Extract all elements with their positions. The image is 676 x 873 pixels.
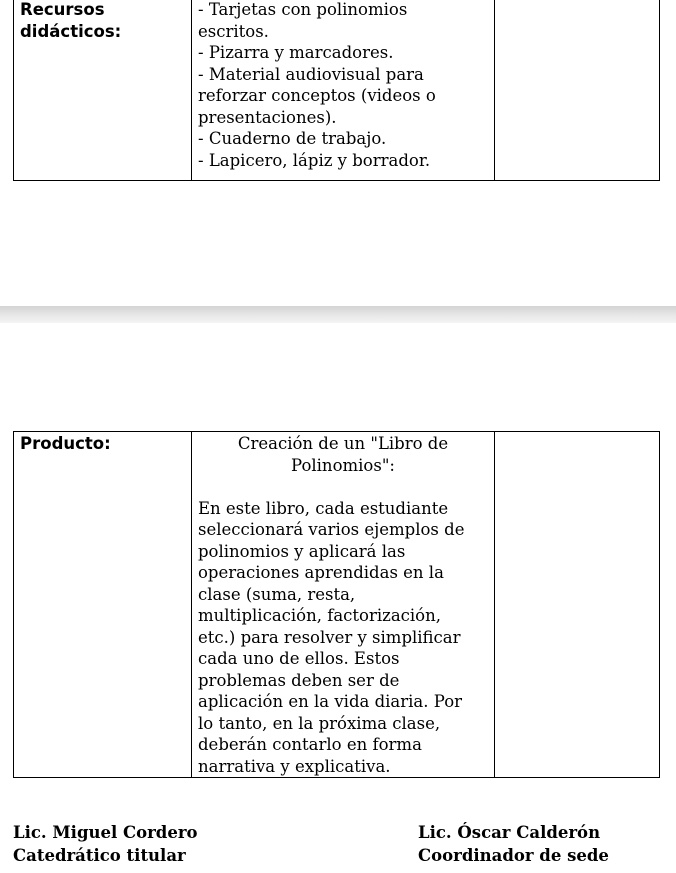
resources-empty-cell [495,0,660,181]
product-body-line: etc.) para resolver y simplificar [198,627,461,647]
product-body-line: cada uno de ellos. Estos [198,649,400,668]
product-heading-line-2: Polinomios": [291,455,395,475]
resources-line: escritos. [198,21,269,41]
product-empty-cell [495,432,660,778]
product-body-line: aplicación en la vida diaria. Por [198,692,463,711]
resources-table [13,0,660,181]
product-body-line: narrativa y explicativa. [198,756,391,776]
signature-right-name: Lic. Óscar Calderón [418,823,601,842]
product-body-line: problemas deben ser de [198,670,400,690]
product-body-line: deberán contarlo en forma [198,735,422,754]
resources-line: - Tarjetas con polinomios [198,0,408,19]
page-top [0,0,676,306]
product-body-line: clase (suma, resta, [198,584,356,604]
product-body-line: operaciones aprendidas en la [198,563,444,582]
product-label: Producto: [20,434,111,453]
resources-line: - Cuaderno de trabajo. [198,129,387,148]
resources-label-cell [14,0,192,181]
resources-content-cell [192,0,495,181]
product-body-line: En este libro, cada estudiante [198,498,449,518]
signature-left-role: Catedrático titular [13,845,186,865]
signature-right-role: Coordinador de sede [418,845,609,865]
signature-right [418,822,609,867]
resources-line: - Lapicero, lápiz y borrador. [198,150,431,170]
product-body-line: lo tanto, en la próxima clase, [198,713,441,733]
page-separator [0,306,676,323]
resources-line: - Material audiovisual para [198,64,424,84]
signature-left-name: Lic. Miguel Cordero [13,823,198,842]
product-content-cell [192,432,495,778]
resources-row [14,0,660,181]
product-body-line: polinomios y aplicará las [198,541,406,561]
product-label-cell [14,432,192,778]
product-row [14,432,660,778]
resources-label-line-1: Recursos [20,0,105,19]
product-body-line: seleccionará varios ejemplos de [198,520,465,539]
product-table [13,431,660,778]
product-body-line: multiplicación, factorización, [198,606,441,625]
blank-line [198,476,488,498]
resources-line: - Pizarra y marcadores. [198,43,394,62]
resources-label-line-2: didácticos: [20,21,122,41]
resources-line: reforzar conceptos (videos o [198,86,436,105]
signature-left [13,822,198,867]
resources-line: presentaciones). [198,107,337,127]
product-heading-line-1: Creación de un "Libro de [237,434,449,453]
